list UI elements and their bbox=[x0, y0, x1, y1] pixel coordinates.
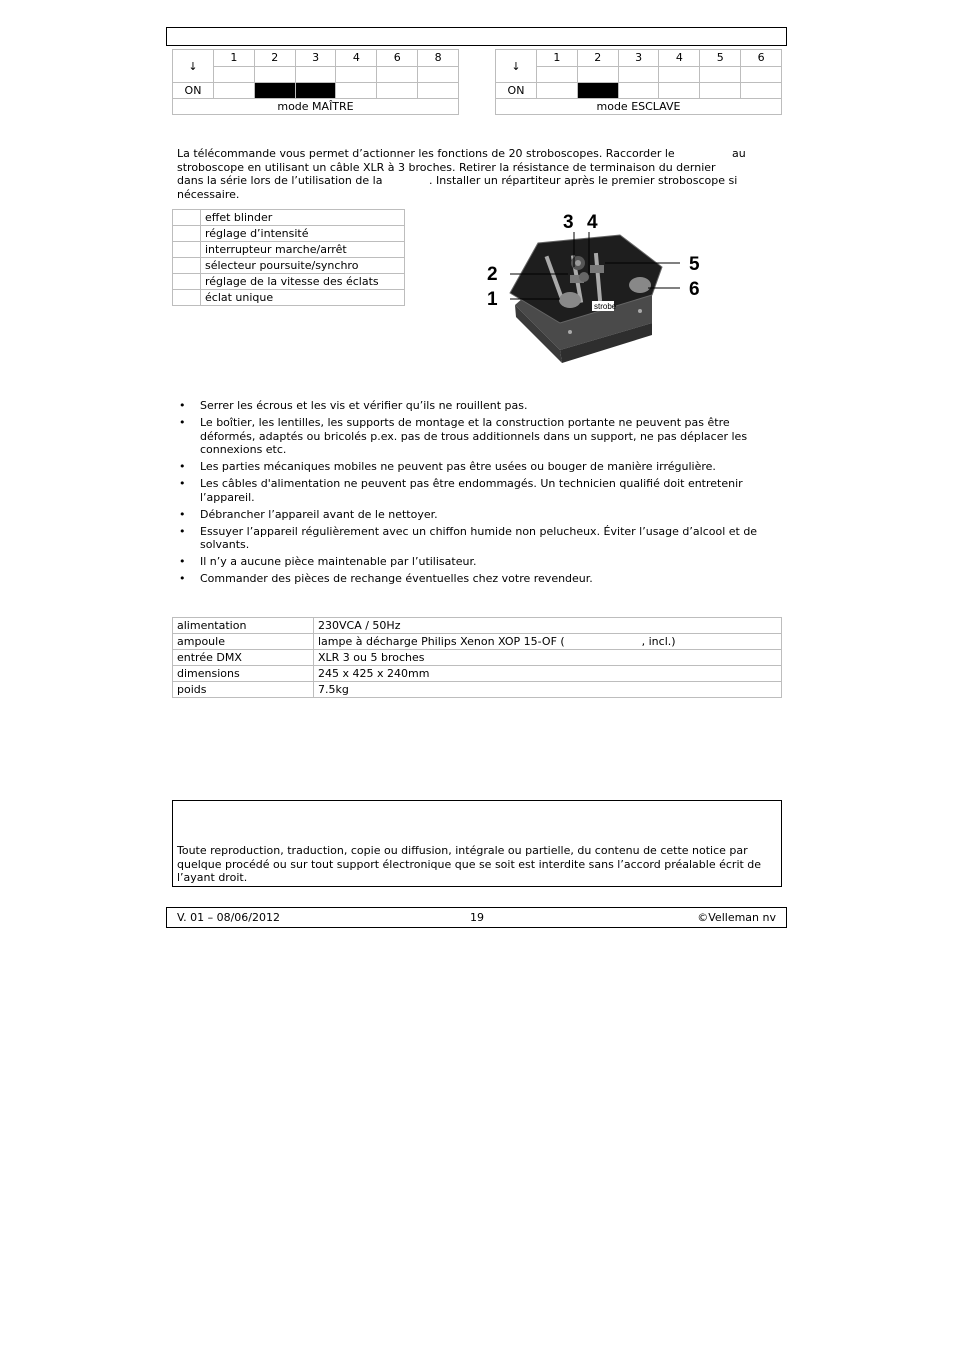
dip-column-number: 6 bbox=[741, 50, 782, 67]
control-number bbox=[173, 210, 201, 226]
control-row bbox=[173, 258, 405, 274]
brand-label: strobe bbox=[594, 302, 617, 311]
dip-column-number: 1 bbox=[214, 50, 255, 67]
callout-1: 1 bbox=[487, 289, 498, 310]
dip-switch-cell bbox=[537, 83, 578, 99]
control-row bbox=[173, 226, 405, 242]
maintenance-item: • Essuyer l’appareil régulièrement avec un chiffon humide non pelucheux. Éviter l’usage d’alcool et de solvants. bbox=[177, 525, 777, 552]
control-row bbox=[173, 290, 405, 306]
dip-mode-label: mode ESCLAVE bbox=[496, 99, 782, 115]
dip-switch-cell bbox=[741, 83, 782, 99]
spec-key: entrée DMX bbox=[173, 650, 314, 666]
intro-line: La télécommande vous permet d’actionner les fonctions de 20 stroboscopes. Raccorder le bbox=[177, 147, 675, 160]
dip-column-number: 4 bbox=[659, 50, 700, 67]
dip-spacer-cell bbox=[659, 66, 700, 83]
dip-spacer-cell bbox=[700, 66, 741, 83]
control-row bbox=[173, 242, 405, 258]
control-label: effet blinder bbox=[201, 210, 405, 226]
maintenance-item: • Les câbles d'alimentation ne peuvent pas être endommagés. Un technicien qualifié doit entretenir l’appareil. bbox=[177, 477, 777, 504]
dip-switch-cell bbox=[254, 83, 295, 99]
dip-spacer-cell bbox=[295, 66, 336, 83]
dip-switch-cell bbox=[295, 83, 336, 99]
control-label: éclat unique bbox=[201, 290, 405, 306]
dip-spacer-cell bbox=[214, 66, 255, 83]
intro-line: . Installer un répartiteur après le premier stroboscope si bbox=[429, 174, 738, 187]
spec-value: lampe à décharge Philips Xenon XOP 15-OF ( , incl.) bbox=[314, 634, 782, 650]
dip-column-number: 5 bbox=[700, 50, 741, 67]
spec-key: poids bbox=[173, 682, 314, 698]
specs-table bbox=[172, 617, 782, 698]
dip-mode-label: mode MAÎTRE bbox=[173, 99, 459, 115]
dip-column-number: 4 bbox=[336, 50, 377, 67]
dip-spacer-cell bbox=[577, 66, 618, 83]
copyright-box bbox=[172, 800, 782, 887]
dip-switch-cell bbox=[214, 83, 255, 99]
control-number bbox=[173, 274, 201, 290]
callout-5: 5 bbox=[689, 254, 700, 275]
dip-column-number: 3 bbox=[618, 50, 659, 67]
dip-arrow: ↓ bbox=[173, 50, 214, 83]
dip-switch-cell bbox=[659, 83, 700, 99]
spec-key: ampoule bbox=[173, 634, 314, 650]
control-label: réglage de la vitesse des éclats bbox=[201, 274, 405, 290]
dip-spacer-cell bbox=[418, 66, 459, 83]
spec-value: 245 x 425 x 240mm bbox=[314, 666, 782, 682]
dip-spacer-cell bbox=[336, 66, 377, 83]
spec-value: 7.5kg bbox=[314, 682, 782, 698]
intro-line: dans la série lors de l’utilisation de la bbox=[177, 174, 383, 187]
dip-spacer-cell bbox=[377, 66, 418, 83]
dip-switch-cell bbox=[700, 83, 741, 99]
intro-line: nécessaire. bbox=[177, 187, 240, 201]
spec-row bbox=[173, 682, 782, 698]
copyright-text: Toute reproduction, traduction, copie ou diffusion, intégrale ou partielle, du contenu de cette notice par quelque procédé ou sur tout support électronique que se soit est interdite sans l’accord préalable écrit de l’ayant droit. bbox=[177, 844, 762, 884]
callout-6: 6 bbox=[689, 279, 700, 300]
dip-switch-cell bbox=[577, 83, 618, 99]
controller-figure bbox=[480, 205, 710, 370]
intro-line: au bbox=[732, 147, 746, 160]
footer-brand: ©Velleman nv bbox=[697, 911, 776, 924]
dip-switch-cell bbox=[377, 83, 418, 99]
dip-switch-cell bbox=[618, 83, 659, 99]
spec-value: XLR 3 ou 5 broches bbox=[314, 650, 782, 666]
callout-4: 4 bbox=[587, 212, 598, 233]
maintenance-item: • Le boîtier, les lentilles, les supports de montage et la construction portante ne peuvent pas être déformés, adaptés ou bricolés p.ex. pas de trous additionnels dans un support, ne pas déplacer les connexions etc. bbox=[177, 416, 777, 457]
page-footer bbox=[166, 907, 787, 928]
callout-3: 3 bbox=[563, 212, 574, 233]
dip-on-label: ON bbox=[496, 83, 537, 99]
maintenance-item: • Serrer les écrous et les vis et vérifier qu’ils ne rouillent pas. bbox=[177, 399, 777, 413]
spec-row bbox=[173, 650, 782, 666]
maintenance-item: • Les parties mécaniques mobiles ne peuvent pas être usées ou bouger de manière irrégulière. bbox=[177, 460, 777, 474]
control-row bbox=[173, 274, 405, 290]
spec-row bbox=[173, 666, 782, 682]
dip-spacer-cell bbox=[618, 66, 659, 83]
control-number bbox=[173, 290, 201, 306]
dip-on-label: ON bbox=[173, 83, 214, 99]
page-header bbox=[166, 27, 787, 46]
control-row bbox=[173, 210, 405, 226]
footer-page-number: 19 bbox=[470, 911, 484, 924]
dip-column-number: 3 bbox=[295, 50, 336, 67]
maintenance-item: • Débrancher l’appareil avant de le nettoyer. bbox=[177, 508, 777, 522]
control-number bbox=[173, 258, 201, 274]
maintenance-list bbox=[177, 399, 777, 589]
dip-switch-cell bbox=[418, 83, 459, 99]
spec-key: dimensions bbox=[173, 666, 314, 682]
dip-switch-master-table bbox=[172, 49, 459, 115]
spec-row bbox=[173, 634, 782, 650]
control-number bbox=[173, 226, 201, 242]
callout-2: 2 bbox=[487, 264, 498, 285]
dip-arrow: ↓ bbox=[496, 50, 537, 83]
intro-line: stroboscope en utilisant un câble XLR à 3 broches. Retirer la résistance de terminaison du dernier bbox=[177, 160, 716, 174]
dip-column-number: 8 bbox=[418, 50, 459, 67]
controls-table bbox=[172, 209, 405, 306]
dip-column-number: 2 bbox=[577, 50, 618, 67]
control-number bbox=[173, 242, 201, 258]
control-label: interrupteur marche/arrêt bbox=[201, 242, 405, 258]
dip-column-number: 2 bbox=[254, 50, 295, 67]
maintenance-item: • Il n’y a aucune pièce maintenable par l’utilisateur. bbox=[177, 555, 777, 569]
intro-paragraph bbox=[177, 147, 777, 201]
dip-switch-slave-table bbox=[495, 49, 782, 115]
spec-key: alimentation bbox=[173, 618, 314, 634]
dip-switch-cell bbox=[336, 83, 377, 99]
dip-spacer-cell bbox=[741, 66, 782, 83]
maintenance-item: • Commander des pièces de rechange éventuelles chez votre revendeur. bbox=[177, 572, 777, 586]
footer-version: V. 01 – 08/06/2012 bbox=[177, 911, 280, 924]
spec-value: 230VCA / 50Hz bbox=[314, 618, 782, 634]
control-label: réglage d’intensité bbox=[201, 226, 405, 242]
dip-spacer-cell bbox=[537, 66, 578, 83]
dip-spacer-cell bbox=[254, 66, 295, 83]
dip-column-number: 1 bbox=[537, 50, 578, 67]
spec-row bbox=[173, 618, 782, 634]
dip-column-number: 6 bbox=[377, 50, 418, 67]
control-label: sélecteur poursuite/synchro bbox=[201, 258, 405, 274]
